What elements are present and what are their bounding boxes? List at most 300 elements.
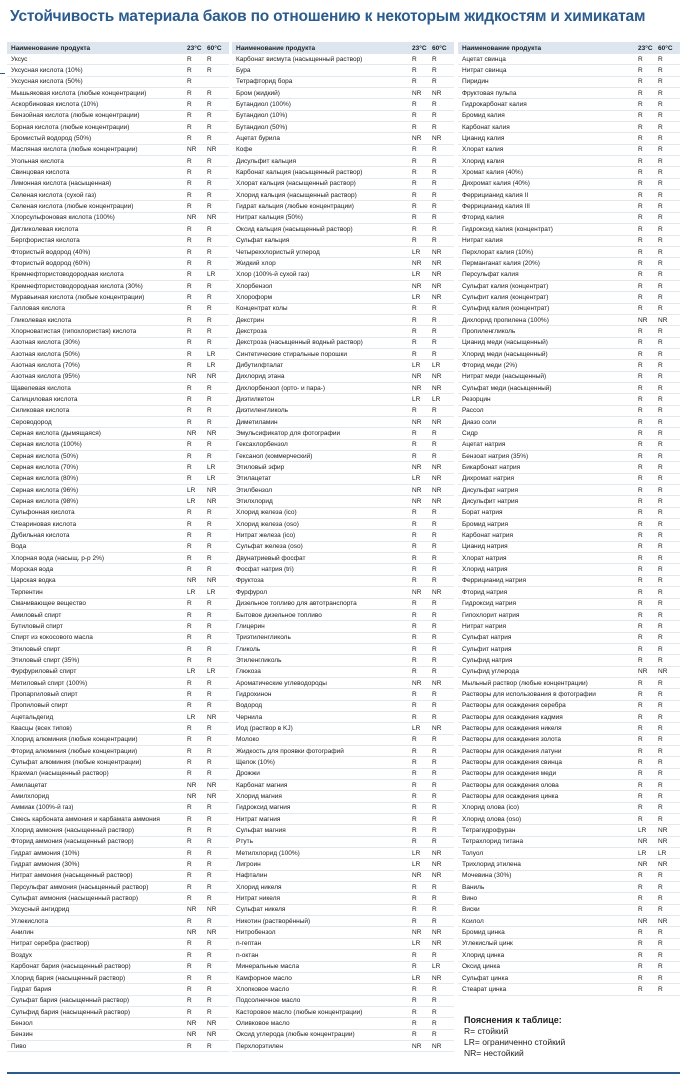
value-60c: R: [432, 55, 437, 63]
value-23c: R: [638, 67, 643, 75]
table-row: [7, 179, 229, 190]
table-row: [232, 621, 454, 632]
table-row: [458, 304, 680, 315]
table-row: [7, 848, 229, 859]
value-60c: R: [207, 248, 212, 256]
value-60c: R: [432, 985, 437, 993]
table-row: [232, 996, 454, 1007]
table-row: [458, 530, 680, 541]
product-name: Смачивающее вещество: [11, 600, 86, 608]
value-23c: R: [412, 770, 417, 778]
product-name: Феррицианид калия III: [462, 203, 530, 211]
value-60c: R: [658, 498, 663, 506]
product-name: Смесь карбоната аммония и карбамата аммония: [11, 815, 160, 823]
value-23c: R: [638, 645, 643, 653]
value-60c: R: [658, 441, 663, 449]
table-row: [458, 236, 680, 247]
table-row: [7, 462, 229, 473]
product-name: Декстроза (насыщенный водный раствор): [236, 339, 363, 347]
product-name: Сульфид натрия: [462, 656, 513, 664]
value-23c: R: [187, 271, 192, 279]
value-60c: R: [207, 316, 212, 324]
value-23c: R: [412, 67, 417, 75]
table-row: [232, 837, 454, 848]
value-60c: R: [658, 395, 663, 403]
product-name: Сульфат алюминия (любые концентрации): [11, 758, 142, 766]
value-23c: R: [187, 622, 192, 630]
value-60c: R: [432, 225, 437, 233]
product-name: Фторид калия: [462, 214, 504, 222]
product-name: Водород: [236, 702, 263, 710]
value-23c: NR: [638, 316, 648, 324]
product-name: Резорцин: [462, 395, 491, 403]
value-60c: NR: [207, 713, 217, 721]
table-row: [458, 667, 680, 678]
product-name: Хлорид магния: [236, 793, 282, 801]
table-row: [7, 735, 229, 746]
value-60c: R: [207, 861, 212, 869]
product-name: Сульфат никеля: [236, 906, 286, 914]
value-60c: R: [432, 793, 437, 801]
value-60c: R: [658, 191, 663, 199]
table-row: [7, 258, 229, 269]
table-row: [232, 576, 454, 587]
value-23c: R: [638, 747, 643, 755]
table-row: [7, 519, 229, 530]
value-60c: R: [432, 815, 437, 823]
product-name: Уксусная кислота (50%): [11, 78, 83, 86]
product-name: Растворы для осаждения олова: [462, 781, 559, 789]
value-60c: R: [432, 430, 437, 438]
value-60c: R: [207, 554, 212, 562]
value-60c: R: [207, 1042, 212, 1050]
value-23c: R: [412, 985, 417, 993]
product-name: Метилхлорид (100%): [236, 849, 300, 857]
header-60c: 60°C: [207, 44, 222, 52]
value-60c: R: [207, 101, 212, 109]
table-row: [232, 599, 454, 610]
table-row: [458, 757, 680, 768]
value-60c: NR: [658, 861, 668, 869]
value-60c: R: [432, 237, 437, 245]
table-row: [232, 111, 454, 122]
table-row: [7, 224, 229, 235]
product-name: Селеная кислота (сухой газ): [11, 191, 97, 199]
value-23c: R: [412, 532, 417, 540]
value-60c: R: [207, 407, 212, 415]
value-60c: R: [207, 724, 212, 732]
value-60c: NR: [207, 577, 217, 585]
value-23c: R: [412, 566, 417, 574]
table-row: [7, 950, 229, 961]
value-60c: R: [658, 361, 663, 369]
value-60c: R: [658, 271, 663, 279]
table-row: [458, 576, 680, 587]
value-23c: R: [412, 339, 417, 347]
product-name: Диметиламин: [236, 418, 278, 426]
value-23c: R: [638, 702, 643, 710]
table-row: [458, 496, 680, 507]
product-name: Стеарат цинка: [462, 985, 507, 993]
value-60c: R: [207, 951, 212, 959]
product-name: Серная кислота (98%): [11, 498, 79, 506]
table-row: [458, 882, 680, 893]
value-23c: R: [187, 282, 192, 290]
value-23c: R: [187, 600, 192, 608]
value-60c: R: [432, 1031, 437, 1039]
product-name: Гидрокарбонат калия: [462, 101, 527, 109]
table-row: [458, 201, 680, 212]
table-row: [458, 825, 680, 836]
table-row: [232, 542, 454, 553]
product-name: Четыреххлористый углерод: [236, 248, 320, 256]
value-60c: R: [207, 532, 212, 540]
value-23c: R: [638, 373, 643, 381]
value-23c: R: [638, 532, 643, 540]
value-23c: R: [638, 781, 643, 789]
product-name: Бура: [236, 67, 251, 75]
value-23c: NR: [412, 588, 422, 596]
value-60c: R: [207, 1008, 212, 1016]
product-name: Бергфористая кислота: [11, 237, 80, 245]
value-60c: LR: [207, 350, 216, 358]
value-23c: NR: [412, 498, 422, 506]
table-row: [458, 167, 680, 178]
table-row: [7, 236, 229, 247]
product-name: Сульфат кальция: [236, 237, 290, 245]
product-name: Галловая кислота: [11, 305, 65, 313]
value-60c: R: [432, 690, 437, 698]
value-60c: R: [432, 305, 437, 313]
value-23c: LR: [412, 724, 421, 732]
value-23c: R: [638, 180, 643, 188]
value-23c: LR: [412, 271, 421, 279]
value-23c: R: [412, 883, 417, 891]
value-60c: R: [207, 384, 212, 392]
table-row: [232, 122, 454, 133]
value-23c: R: [638, 793, 643, 801]
table-row: [7, 360, 229, 371]
value-60c: R: [432, 214, 437, 222]
product-name: Уксусная кислота (10%): [11, 67, 83, 75]
value-23c: LR: [187, 486, 196, 494]
value-23c: R: [412, 327, 417, 335]
table-row: [7, 54, 229, 65]
product-name: Сульфит натрия: [462, 645, 512, 653]
value-23c: R: [638, 89, 643, 97]
value-23c: R: [638, 407, 643, 415]
product-name: Муравьиная кислота (любые концентрации): [11, 293, 145, 301]
value-23c: R: [638, 395, 643, 403]
table-row: [458, 383, 680, 394]
product-name: Йод (раствор в KJ): [236, 724, 293, 732]
value-23c: NR: [187, 214, 197, 222]
product-name: Тетрафторид бора: [236, 78, 293, 86]
product-name: Растворы для осаждения никеля: [462, 724, 562, 732]
product-name: Дисульфит натрия: [462, 498, 519, 506]
table-row: [232, 587, 454, 598]
value-23c: R: [187, 532, 192, 540]
table-row: [232, 1030, 454, 1041]
value-23c: R: [638, 271, 643, 279]
table-row: [458, 281, 680, 292]
table-row: [458, 440, 680, 451]
value-60c: R: [432, 883, 437, 891]
product-name: Хлор (100%-й сухой газ): [236, 271, 310, 279]
value-23c: R: [187, 327, 192, 335]
product-name: Гидрат кальция (любые концентрации): [236, 203, 354, 211]
value-60c: NR: [432, 293, 442, 301]
table-row: [232, 984, 454, 995]
value-60c: R: [432, 67, 437, 75]
product-name: Азотная кислота (30%): [11, 339, 80, 347]
value-23c: R: [638, 963, 643, 971]
value-23c: R: [187, 974, 192, 982]
value-23c: NR: [187, 373, 197, 381]
table-row: [7, 655, 229, 666]
value-23c: R: [638, 282, 643, 290]
value-23c: R: [638, 940, 643, 948]
value-60c: R: [432, 1008, 437, 1016]
table-row: [232, 145, 454, 156]
product-name: Сероводород: [11, 418, 52, 426]
product-name: Рассол: [462, 407, 484, 415]
value-60c: NR: [207, 781, 217, 789]
value-23c: R: [187, 361, 192, 369]
value-23c: NR: [412, 929, 422, 937]
value-60c: NR: [432, 679, 442, 687]
value-60c: R: [658, 724, 663, 732]
value-23c: R: [638, 498, 643, 506]
value-23c: R: [638, 169, 643, 177]
product-name: Серная кислота (дымящаяся): [11, 430, 101, 438]
value-60c: R: [658, 327, 663, 335]
table-row: [458, 859, 680, 870]
product-name: Феррицианид калия II: [462, 191, 529, 199]
product-name: Вода: [11, 543, 27, 551]
table-row: [7, 133, 229, 144]
table-column-3: [458, 42, 680, 996]
value-23c: R: [638, 214, 643, 222]
value-23c: LR: [412, 475, 421, 483]
table-row: [232, 54, 454, 65]
table-row: [458, 780, 680, 791]
product-name: Растворы для осаждения цинка: [462, 793, 559, 801]
value-23c: LR: [187, 588, 196, 596]
value-60c: R: [207, 611, 212, 619]
product-name: Бытовое дизельное топливо: [236, 611, 322, 619]
product-name: Воздух: [11, 951, 33, 959]
value-60c: R: [658, 146, 663, 154]
value-23c: R: [187, 441, 192, 449]
value-23c: NR: [412, 373, 422, 381]
value-23c: R: [187, 861, 192, 869]
value-23c: R: [412, 214, 417, 222]
product-name: Морская вода: [11, 566, 54, 574]
value-23c: R: [187, 293, 192, 301]
product-name: Этилацетат: [236, 475, 272, 483]
value-23c: R: [638, 78, 643, 86]
value-60c: R: [432, 146, 437, 154]
value-23c: R: [638, 350, 643, 358]
product-name: Карбонат калия: [462, 123, 510, 131]
value-60c: NR: [432, 724, 442, 732]
value-60c: NR: [207, 373, 217, 381]
value-60c: NR: [658, 316, 668, 324]
value-60c: NR: [432, 464, 442, 472]
value-23c: R: [412, 237, 417, 245]
value-60c: LR: [207, 475, 216, 483]
table-row: [232, 962, 454, 973]
table-row: [232, 1041, 454, 1052]
table-row: [7, 213, 229, 224]
table-row: [7, 599, 229, 610]
table-row: [458, 610, 680, 621]
value-23c: R: [187, 690, 192, 698]
value-23c: R: [187, 702, 192, 710]
product-name: Пропаргиловый спирт: [11, 690, 78, 698]
value-60c: R: [658, 895, 663, 903]
value-23c: R: [638, 293, 643, 301]
table-row: [458, 406, 680, 417]
value-60c: R: [658, 305, 663, 313]
value-60c: R: [432, 316, 437, 324]
value-23c: LR: [638, 827, 647, 835]
value-23c: R: [187, 418, 192, 426]
table-row: [458, 111, 680, 122]
product-name: Дубильная кислота: [11, 532, 70, 540]
value-60c: R: [658, 452, 663, 460]
value-23c: R: [412, 112, 417, 120]
product-name: Перхлорэтилен: [236, 1042, 283, 1050]
table-row: [458, 599, 680, 610]
product-name: Бензойная кислота (любые концентрации): [11, 112, 140, 120]
value-60c: R: [432, 532, 437, 540]
product-name: Амиловый спирт: [11, 611, 62, 619]
table-row: [458, 950, 680, 961]
value-60c: R: [432, 520, 437, 528]
value-23c: R: [638, 600, 643, 608]
value-23c: NR: [187, 781, 197, 789]
value-60c: R: [432, 645, 437, 653]
product-name: Феррицианид натрия: [462, 577, 527, 585]
table-row: [458, 224, 680, 235]
value-23c: R: [638, 588, 643, 596]
value-60c: R: [432, 327, 437, 335]
table-row: [232, 814, 454, 825]
value-60c: R: [207, 702, 212, 710]
value-60c: R: [207, 327, 212, 335]
value-23c: R: [187, 566, 192, 574]
table-row: [7, 757, 229, 768]
value-60c: R: [207, 135, 212, 143]
value-60c: R: [658, 634, 663, 642]
value-60c: R: [658, 214, 663, 222]
table-row: [232, 871, 454, 882]
product-name: Кофе: [236, 146, 253, 154]
value-23c: R: [412, 690, 417, 698]
value-23c: R: [187, 135, 192, 143]
value-60c: R: [432, 736, 437, 744]
header-name: Наименование продукта: [11, 44, 91, 52]
product-name: Метиловый спирт (100%): [11, 679, 88, 687]
product-name: Бензол: [11, 1019, 33, 1027]
product-name: Серная кислота (96%): [11, 486, 79, 494]
value-23c: R: [638, 656, 643, 664]
product-name: Лимонная кислота (насыщенная): [11, 180, 112, 188]
table-row: [232, 1018, 454, 1029]
value-60c: R: [658, 509, 663, 517]
value-60c: R: [207, 203, 212, 211]
value-23c: LR: [412, 248, 421, 256]
product-name: Хлорид калия: [462, 157, 505, 165]
product-name: Сульфат натрия: [462, 634, 512, 642]
product-name: Фторид меди (2%): [462, 361, 518, 369]
value-23c: NR: [187, 1031, 197, 1039]
value-60c: R: [658, 588, 663, 596]
value-60c: R: [207, 157, 212, 165]
value-23c: R: [187, 101, 192, 109]
value-60c: R: [207, 634, 212, 642]
product-name: Оксид цинка: [462, 963, 500, 971]
table-row: [7, 496, 229, 507]
table-row: [232, 950, 454, 961]
table-row: [458, 678, 680, 689]
product-name: Декстроза: [236, 327, 267, 335]
value-60c: R: [207, 622, 212, 630]
value-23c: R: [187, 724, 192, 732]
table-row: [458, 962, 680, 973]
table-row: [232, 428, 454, 439]
value-60c: R: [207, 339, 212, 347]
table-row: [232, 213, 454, 224]
product-name: Дихлорид пропилена (100%): [462, 316, 549, 324]
table-row: [7, 678, 229, 689]
bottom-rule: [7, 1072, 680, 1074]
table-row: [232, 133, 454, 144]
product-name: Растворы для осаждения меди: [462, 770, 557, 778]
product-name: Хлорид железа (oso): [236, 520, 299, 528]
product-name: Гипохлорит натрия: [462, 611, 520, 619]
product-name: Царская водка: [11, 577, 56, 585]
table-row: [458, 292, 680, 303]
value-23c: R: [638, 225, 643, 233]
product-name: Сульфат бария (насыщенный раствор): [11, 997, 130, 1005]
table-row: [458, 428, 680, 439]
table-row: [232, 1007, 454, 1018]
value-60c: NR: [432, 418, 442, 426]
value-23c: NR: [412, 679, 422, 687]
value-60c: R: [658, 872, 663, 880]
product-name: Хлорид аммония (насыщенный раствор): [11, 827, 135, 835]
value-23c: R: [638, 248, 643, 256]
table-row: [232, 678, 454, 689]
value-60c: LR: [432, 963, 441, 971]
value-60c: R: [207, 963, 212, 971]
value-60c: R: [207, 770, 212, 778]
product-name: Селеная кислота (любые концентрации): [11, 203, 134, 211]
value-60c: R: [658, 464, 663, 472]
value-23c: LR: [412, 395, 421, 403]
product-name: Дибутилфталат: [236, 361, 284, 369]
product-name: Дихлорбензол (орто- и пара-): [236, 384, 326, 392]
value-23c: R: [187, 191, 192, 199]
product-name: Лигроин: [236, 861, 261, 869]
product-name: Фруктоза: [236, 577, 264, 585]
table-row: [458, 417, 680, 428]
product-name: Мышьяковая кислота (любые концентрации): [11, 89, 147, 97]
value-23c: NR: [412, 486, 422, 494]
